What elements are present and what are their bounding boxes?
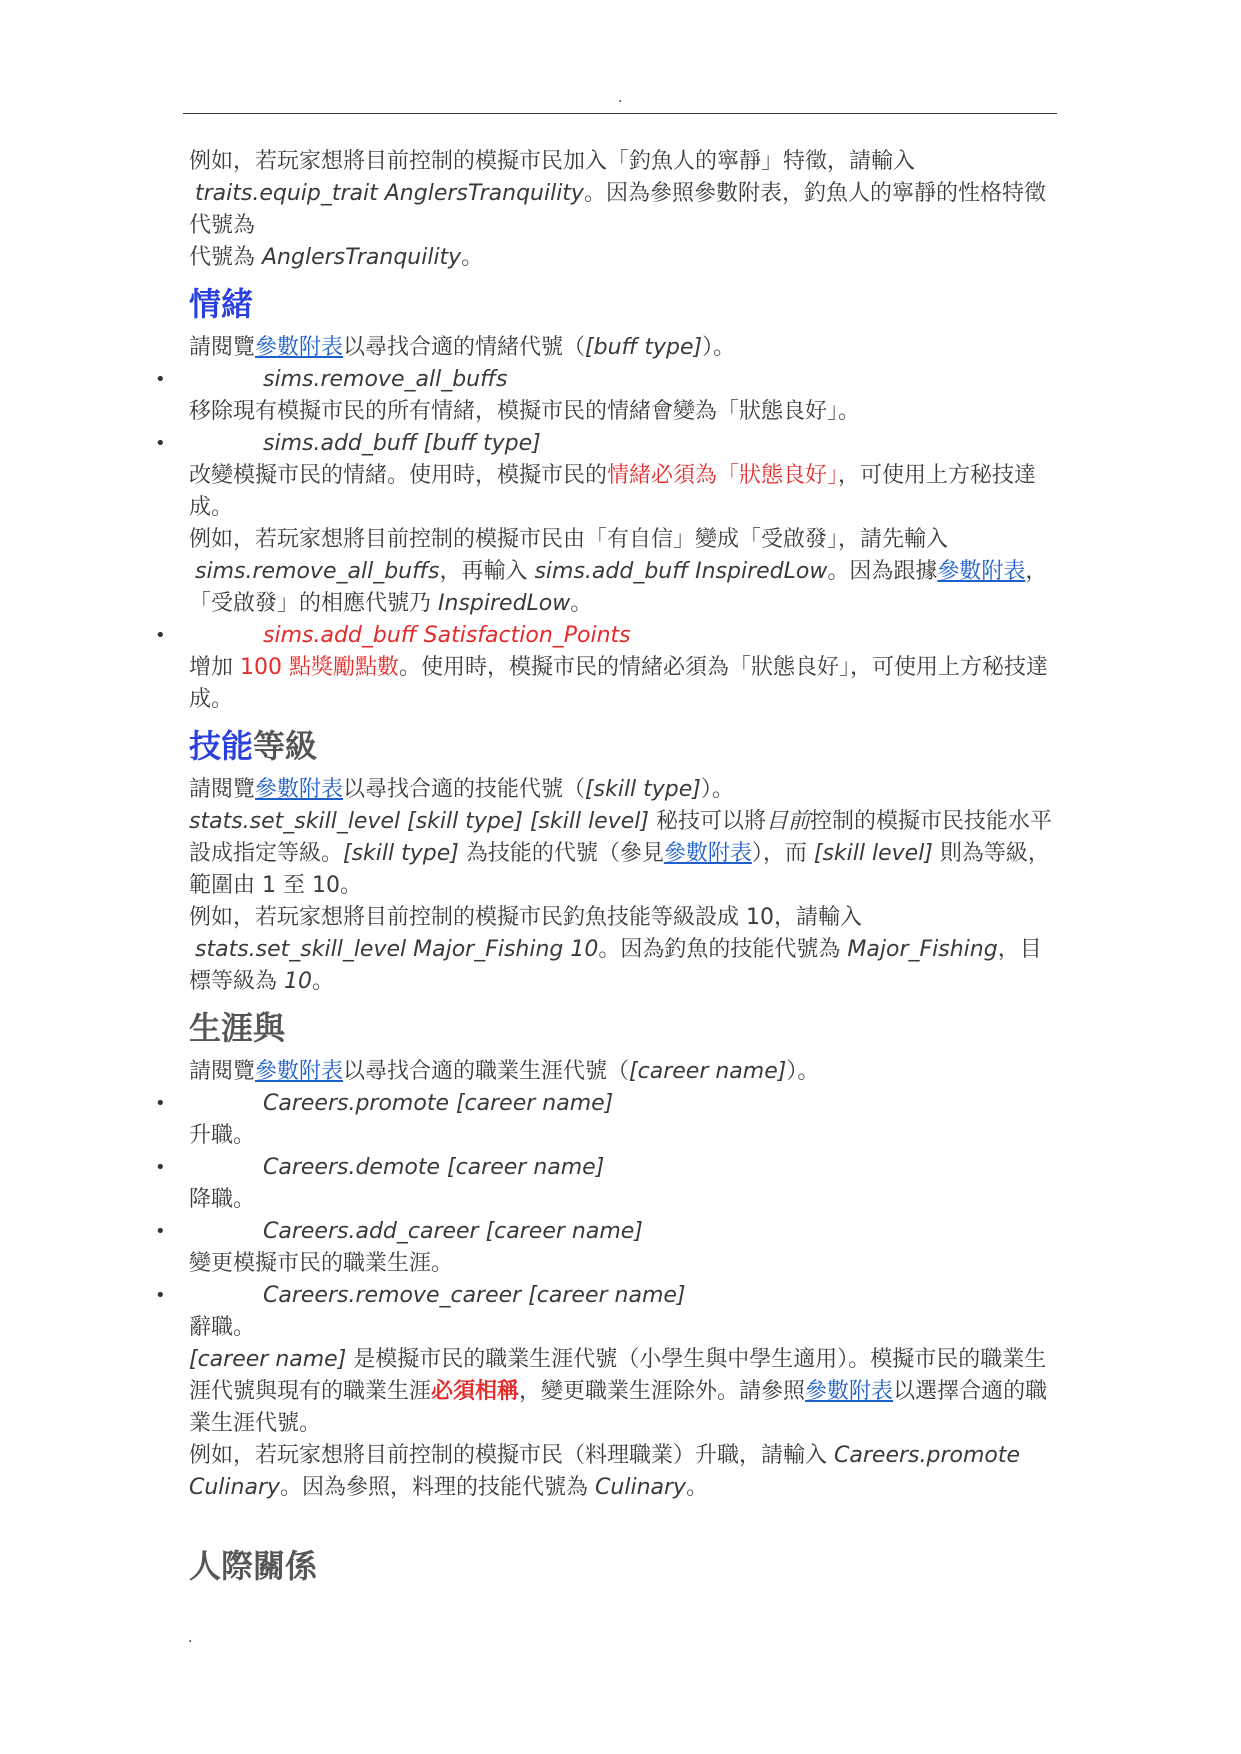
skill-code-3: [skill level]: [813, 841, 933, 866]
list-item: [155, 1088, 1059, 1120]
intro-text: 例如，若玩家想將目前控制的模擬市民加入「釣魚人的寧靜」特徵，請輸入: [189, 149, 916, 174]
desc-text-2: ，可使用上方秘技達成。: [189, 463, 1037, 520]
cheat-command: Careers.add_career [career name]: [263, 1219, 643, 1244]
skill-example: [189, 902, 1059, 998]
header-rule: [183, 113, 1057, 114]
warning-text: 100 點獎勵點數: [240, 655, 400, 680]
example-text-2: 。因為釣魚的技能代號為: [598, 937, 841, 962]
example-text-2: 。因為參照，料理的技能代號為: [280, 1475, 589, 1500]
mood-lead: [189, 332, 1059, 364]
bullet-icon: •: [155, 1157, 166, 1178]
example-code: sims.remove_all_buffs: [195, 559, 440, 584]
career-lead-text-3: ）。: [786, 1059, 820, 1084]
list-item: [155, 428, 1059, 460]
heading-skill-rest: 等級: [253, 727, 318, 765]
example-text: 例如，若玩家想將目前控制的模擬市民釣魚技能等級設成 10，請輸入: [189, 905, 862, 930]
example-text-5: 。: [570, 591, 593, 616]
cheat-description: 變更模擬市民的職業生涯。: [189, 1251, 454, 1276]
heading-skill-blue: 技能: [189, 727, 254, 765]
career-lead-text-2: 以尋找合適的職業生涯代號（: [343, 1059, 630, 1084]
mood-example: [189, 524, 1059, 620]
cheat-description: 辭職。: [189, 1315, 256, 1340]
cheat-command: sims.add_buff Satisfaction_Points: [263, 623, 631, 648]
career-code: [career name]: [189, 1347, 347, 1372]
skill-lead-text-3: ）。: [700, 777, 734, 802]
cheat-command: Careers.demote [career name]: [263, 1155, 605, 1180]
cheat-command: sims.remove_all_buffs: [263, 367, 508, 392]
bullet-icon: •: [155, 1285, 166, 1306]
heading-mood: 情緒: [189, 285, 254, 323]
intro-text-3: 。: [461, 245, 484, 270]
example-text-4: ，「受啟發」的相應代號乃: [189, 559, 1048, 616]
skill-text-4: ），而: [751, 841, 814, 866]
desc-text: 增加: [189, 655, 234, 680]
desc-text: 改變模擬市民的情緒。使用時，模擬市民的: [189, 463, 608, 488]
example-code-2: Major_Fishing: [847, 937, 998, 962]
header-mark: .: [618, 90, 623, 106]
list-item: [155, 1216, 1059, 1248]
skill-table-link-2[interactable]: 參數附表: [663, 841, 752, 866]
example-text-3: 。因為跟據: [827, 559, 938, 584]
career-example: [189, 1440, 1059, 1504]
career-lead-code: [career name]: [629, 1059, 787, 1084]
example-code-3: 10: [284, 969, 313, 994]
intro-code-2: AnglersTranquility: [262, 245, 462, 270]
example-code-3: InspiredLow: [438, 591, 571, 616]
career-text-2: ，變更職業生涯除外。請參照: [519, 1379, 806, 1404]
example-text-2: ，再輸入: [439, 559, 528, 584]
heading-relations: 人際關係: [189, 1547, 318, 1585]
career-lead-text: 請閱覽: [189, 1059, 256, 1084]
skill-lead-code: [skill type]: [585, 777, 701, 802]
heading-skill: [189, 724, 1059, 768]
list-item: [155, 1280, 1059, 1312]
example-text: 例如，若玩家想將目前控制的模擬市民（料理職業）升職，請輸入: [189, 1443, 828, 1468]
skill-text: 秘技可以將: [648, 809, 766, 834]
cheat-command: sims.add_buff [buff type]: [263, 431, 541, 456]
career-text-3: 以選擇合適的職業生涯代號。: [189, 1379, 1048, 1436]
mood-table-link[interactable]: 參數附表: [255, 335, 344, 360]
list-item: [155, 620, 1059, 652]
example-code-2: sims.add_buff InspiredLow: [534, 559, 828, 584]
mood-lead-text-3: ）。: [702, 335, 736, 360]
footer-mark: .: [188, 1630, 193, 1646]
intro-code: traits.equip_trait AnglersTranquility: [195, 181, 584, 206]
skill-lead: [189, 774, 1059, 806]
example-code: stats.set_skill_level Major_Fishing 10: [195, 937, 599, 962]
career-table-link-2[interactable]: 參數附表: [805, 1379, 894, 1404]
example-code-2: Culinary: [595, 1475, 687, 1500]
bullet-icon: •: [155, 433, 166, 454]
bullet-icon: •: [155, 1221, 166, 1242]
mood-table-link-2[interactable]: 參數附表: [937, 559, 1026, 584]
career-text: 是模擬市民的職業生涯代號（小學生與中學生適用）。模擬市民的職業生涯代號與現有的職業生涯: [189, 1347, 1047, 1404]
cheat-command: Careers.promote [career name]: [263, 1091, 614, 1116]
bullet-icon: •: [155, 369, 166, 390]
skill-code-2: [skill type]: [343, 841, 459, 866]
cheat-description: 降職。: [189, 1187, 256, 1212]
mood-lead-text: 請閱覽: [189, 335, 256, 360]
example-text-3: ，目標等級為: [189, 937, 1042, 994]
bullet-icon: •: [155, 625, 166, 646]
desc-text-2: 。使用時，模擬市民的情緒必須為「狀態良好」，可使用上方秘技達成。: [189, 655, 1049, 712]
skill-lead-text-2: 以尋找合適的技能代號（: [343, 777, 586, 802]
career-note: [189, 1344, 1059, 1440]
heading-career: 生涯與: [189, 1009, 286, 1047]
skill-text-2: 控制的模擬市民技能水平設成指定等級。: [189, 809, 1053, 866]
mood-lead-text-2: 以尋找合適的情緒代號（: [343, 335, 586, 360]
example-text-3: 。: [686, 1475, 709, 1500]
cheat-description: 升職。: [189, 1123, 256, 1148]
warning-text: 情緒必須為「狀態良好」: [607, 463, 839, 488]
cheat-command: Careers.remove_career [career name]: [263, 1283, 686, 1308]
skill-code: stats.set_skill_level [skill type] [skill level]: [189, 809, 649, 834]
intro-text-2: 。因為參照參數附表，釣魚人的寧靜的性格特徵代號為: [189, 181, 1046, 238]
list-item: [155, 364, 1059, 396]
career-lead: [189, 1056, 1059, 1088]
skill-table-link[interactable]: 參數附表: [255, 777, 344, 802]
career-table-link[interactable]: 參數附表: [255, 1059, 344, 1084]
example-code: Careers.promote Culinary: [189, 1443, 1020, 1500]
cheat-description: [189, 460, 1059, 524]
content: [155, 146, 1059, 1588]
example-text-4: 。: [312, 969, 335, 994]
bullet-icon: •: [155, 1093, 166, 1114]
cheat-description: 移除現有模擬市民的所有情緒，模擬市民的情緒會變為「狀態良好」。: [189, 399, 861, 424]
skill-emphasis: 目前: [765, 809, 810, 834]
list-item: [155, 1152, 1059, 1184]
example-text: 例如，若玩家想將目前控制的模擬市民由「有自信」變成「受啟發」，請先輸入: [189, 527, 949, 552]
skill-text-3: 為技能的代號（參見: [458, 841, 664, 866]
cheat-description: [189, 652, 1059, 716]
skill-description: [189, 806, 1059, 902]
intro-paragraph: 例如，若玩家想將目前控制的模擬市民加入「釣魚人的寧靜」特徵，請輸入 traits.equip_trait AnglersTranquility。因為參照參數附表，釣魚人的寧靜的性格特徵代號為 代號為 AnglersTranquility。: [189, 149, 1046, 270]
mood-lead-code: [buff type]: [585, 335, 703, 360]
skill-text-5: 則為等級，範圍由 1 至 10。: [189, 841, 1050, 898]
skill-lead-text: 請閱覽: [189, 777, 256, 802]
warning-text: 必須相稱: [431, 1379, 520, 1404]
